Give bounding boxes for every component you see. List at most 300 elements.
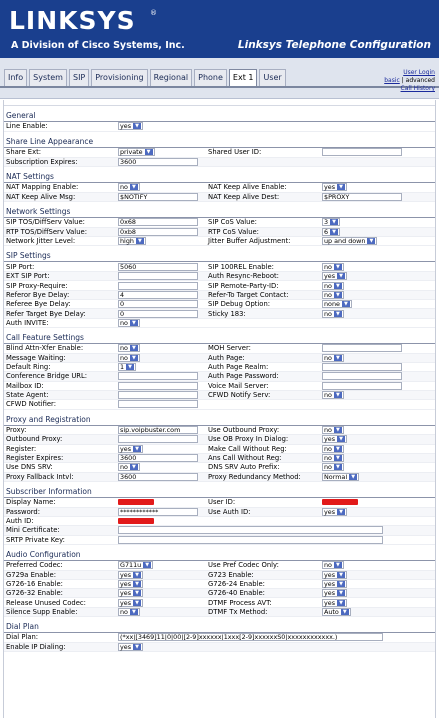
registered-mark: ®	[150, 9, 157, 17]
settings-row	[4, 633, 436, 642]
register-expires-value-cell	[116, 453, 206, 462]
state-agent-field[interactable]	[118, 391, 198, 399]
refer-to-target-contact-label: Refer-To Target Contact:	[206, 290, 320, 299]
settings-content	[3, 100, 436, 718]
g726-16-enable-select[interactable]	[118, 580, 143, 588]
basic-mode-link[interactable]: basic	[384, 77, 400, 84]
register-expires-field[interactable]: 3600	[118, 454, 198, 462]
jitter-buffer-adjustment-select-value: up and down	[324, 237, 366, 246]
silence-supp-enable-value-cell	[116, 607, 206, 616]
make-call-without-reg-select[interactable]	[322, 445, 344, 453]
message-waiting-value-cell	[116, 353, 206, 362]
share-ext-value-cell	[116, 148, 206, 157]
chevron-down-icon: ▼	[342, 301, 350, 307]
tab-sip[interactable]: SIP	[69, 69, 89, 86]
g726-40-enable-value-cell	[320, 589, 436, 598]
refer-target-bye-delay-label: Refer Target Bye Delay:	[4, 309, 116, 318]
proxy-value-cell	[116, 426, 206, 435]
rtp-cos-value-select-value: 6	[324, 227, 329, 236]
call-history-link[interactable]: Call History	[400, 85, 435, 92]
blind-attn-xfer-enable-select[interactable]	[118, 344, 140, 352]
sticky-183-select[interactable]	[322, 310, 344, 318]
mini-certificate-value-cell	[116, 526, 436, 535]
release-unused-codec-select-value: yes	[120, 598, 132, 607]
g726-16-enable-label: G726-16 Enable:	[4, 579, 116, 588]
g729a-enable-select[interactable]	[118, 571, 143, 579]
use-dns-srv-label: Use DNS SRV:	[4, 463, 116, 472]
rtp-tos-diffserv-value-label: RTP TOS/DiffServ Value:	[4, 227, 116, 236]
auth-id-value-cell	[116, 516, 206, 525]
line-enable-select-value: yes	[120, 122, 132, 131]
auth-page-value-cell	[320, 353, 436, 362]
use-ob-proxy-in-dialog-value-cell	[320, 435, 436, 444]
blind-attn-xfer-enable-select-value: no	[120, 344, 128, 353]
settings-row	[4, 309, 436, 318]
section-title-share-line-appearance: Share Line Appearance	[6, 136, 94, 146]
advanced-mode-label: advanced	[405, 77, 435, 84]
line-enable-value-cell	[116, 122, 206, 131]
use-ob-proxy-in-dialog-label: Use OB Proxy In Dialog:	[206, 435, 320, 444]
chevron-down-icon: ▼	[334, 283, 342, 289]
chevron-down-icon: ▼	[341, 609, 349, 615]
dial-plan-field[interactable]: (*xx|[3469]11|0|00|[2-9]xxxxxx|1xxx[2-9]xxxxxxS0|xxxxxxxxxxxx.)	[118, 633, 383, 641]
ans-call-without-reg-select[interactable]	[322, 454, 344, 462]
g726-24-enable-label: G726-24 Enable:	[206, 579, 320, 588]
sip-100rel-enable-select-value: no	[324, 262, 332, 271]
conference-bridge-url-label: Conference Bridge URL:	[4, 372, 116, 381]
preferred-codec-label: Preferred Codec:	[4, 561, 116, 570]
register-select[interactable]	[118, 445, 143, 453]
user-login-link[interactable]: User Login	[403, 69, 435, 76]
refer-to-target-contact-select-value: no	[324, 290, 332, 299]
moh-server-label: MOH Server:	[206, 344, 320, 353]
chevron-down-icon: ▼	[349, 474, 357, 480]
subscription-expires-field[interactable]: 3600	[118, 158, 198, 166]
release-unused-codec-select[interactable]	[118, 599, 143, 607]
use-outbound-proxy-select-value: no	[324, 425, 332, 434]
chevron-down-icon: ▼	[330, 219, 338, 225]
rtp-cos-value-select[interactable]	[322, 228, 340, 236]
chevron-down-icon: ▼	[130, 609, 138, 615]
settings-row	[4, 526, 436, 535]
settings-row	[4, 589, 436, 598]
dtmf-process-avt-label: DTMF Process AVT:	[206, 598, 320, 607]
user-id-value-cell	[320, 498, 436, 507]
preferred-codec-select-value: G711u	[120, 561, 142, 570]
line-enable-select[interactable]	[118, 122, 143, 130]
section-title-network-settings: Network Settings	[6, 206, 71, 216]
nat-keep-alive-enable-select-value: yes	[324, 183, 336, 192]
proxy-field[interactable]: sip.voipbuster.com	[118, 426, 198, 434]
rtp-cos-value-value-cell	[320, 227, 436, 236]
use-dns-srv-select-value: no	[120, 463, 128, 472]
settings-row	[4, 453, 436, 462]
sip-port-value-cell	[116, 262, 206, 271]
settings-row	[4, 607, 436, 616]
voice-mail-server-field[interactable]	[322, 382, 402, 390]
settings-table-audio-configuration	[4, 561, 436, 617]
mini-certificate-label: Mini Certificate:	[4, 526, 116, 535]
auth-id-redacted-field[interactable]	[118, 518, 154, 524]
g726-40-enable-label: G726-40 Enable:	[206, 589, 320, 598]
nat-keep-alive-msg-value-cell	[116, 192, 206, 201]
cfwd-notify-serv-select[interactable]	[322, 391, 344, 399]
empty-cell	[320, 157, 436, 166]
sip-port-label: SIP Port:	[4, 262, 116, 271]
tab-regional[interactable]: Regional	[150, 69, 193, 86]
settings-row	[4, 426, 436, 435]
cfwd-notifier-label: CFWD Notifier:	[4, 400, 116, 409]
mailbox-id-label: Mailbox ID:	[4, 381, 116, 390]
dns-srv-auto-prefix-label: DNS SRV Auto Prefix:	[206, 463, 320, 472]
settings-row	[4, 227, 436, 236]
auth-page-realm-field[interactable]	[322, 363, 402, 371]
default-ring-select[interactable]	[118, 363, 136, 371]
settings-row	[4, 516, 436, 525]
outbound-proxy-label: Outbound Proxy:	[4, 435, 116, 444]
g726-24-enable-select[interactable]	[322, 580, 347, 588]
top-links	[384, 69, 435, 93]
proxy-fallback-intvl-label: Proxy Fallback Intvl:	[4, 472, 116, 481]
refer-to-target-contact-value-cell	[320, 290, 436, 299]
referee-bye-delay-label: Referee Bye Delay:	[4, 300, 116, 309]
settings-row	[4, 372, 436, 381]
jitter-buffer-adjustment-value-cell	[320, 237, 436, 246]
outbound-proxy-field[interactable]	[118, 435, 198, 443]
sip-100rel-enable-value-cell	[320, 262, 436, 271]
section-title-sip-settings: SIP Settings	[6, 251, 51, 261]
settings-table-general	[4, 122, 436, 132]
srtp-private-key-field[interactable]	[118, 536, 383, 544]
refer-target-bye-delay-value-cell	[116, 309, 206, 318]
auth-page-password-value-cell	[320, 372, 436, 381]
nat-keep-alive-msg-field[interactable]: $NOTIFY	[118, 193, 198, 201]
empty-cell	[320, 318, 436, 327]
auth-page-password-field[interactable]	[322, 372, 402, 380]
settings-row	[4, 381, 436, 390]
settings-table-call-feature-settings	[4, 344, 436, 410]
sip-100rel-enable-select[interactable]	[322, 263, 344, 271]
auth-invite-value-cell	[116, 318, 206, 327]
settings-row	[4, 507, 436, 516]
sip-tos-diffserv-value-value-cell	[116, 218, 206, 227]
network-jitter-level-value-cell	[116, 237, 206, 246]
chevron-down-icon: ▼	[145, 149, 153, 155]
chevron-down-icon: ▼	[130, 184, 138, 190]
voice-mail-server-value-cell	[320, 381, 436, 390]
empty-cell	[320, 516, 436, 525]
nat-mapping-enable-select[interactable]	[118, 183, 140, 191]
mini-certificate-field[interactable]	[118, 526, 383, 534]
sip-cos-value-value-cell	[320, 218, 436, 227]
chevron-down-icon: ▼	[337, 600, 345, 606]
network-jitter-level-select-value: high	[120, 237, 134, 246]
voice-mail-server-label: Voice Mail Server:	[206, 381, 320, 390]
header-bar	[0, 0, 439, 58]
use-ob-proxy-in-dialog-select-value: yes	[324, 435, 336, 444]
settings-row	[4, 218, 436, 227]
section-title-dial-plan: Dial Plan	[6, 622, 39, 632]
chevron-down-icon: ▼	[136, 238, 144, 244]
sip-100rel-enable-label: SIP 100REL Enable:	[206, 262, 320, 271]
chevron-down-icon: ▼	[133, 590, 141, 596]
chevron-down-icon: ▼	[133, 123, 141, 129]
sip-remote-party-id-select[interactable]	[322, 282, 344, 290]
g723-enable-value-cell	[320, 570, 436, 579]
jitter-buffer-adjustment-label: Jitter Buffer Adjustment:	[206, 237, 320, 246]
referor-bye-delay-field[interactable]: 4	[118, 291, 198, 299]
referor-bye-delay-label: Referor Bye Delay:	[4, 290, 116, 299]
use-outbound-proxy-label: Use Outbound Proxy:	[206, 426, 320, 435]
chevron-down-icon: ▼	[334, 311, 342, 317]
empty-cell	[206, 318, 320, 327]
use-auth-id-select[interactable]	[322, 508, 347, 516]
auth-page-select-value: no	[324, 353, 332, 362]
use-pref-codec-only-label: Use Pref Codec Only:	[206, 561, 320, 570]
empty-cell	[206, 400, 320, 409]
share-ext-select-value: private	[120, 148, 143, 157]
register-value-cell	[116, 444, 206, 453]
tab-info[interactable]: Info	[4, 69, 27, 86]
dns-srv-auto-prefix-select[interactable]	[322, 463, 344, 471]
default-ring-select-value: 1	[120, 363, 125, 372]
nat-mapping-enable-value-cell	[116, 183, 206, 192]
proxy-redundancy-method-value-cell	[320, 472, 436, 481]
nat-keep-alive-enable-select[interactable]	[322, 183, 347, 191]
settings-table-dial-plan	[4, 633, 436, 652]
nat-keep-alive-dest-value-cell	[320, 192, 436, 201]
chevron-down-icon: ▼	[334, 264, 342, 270]
settings-row	[4, 363, 436, 372]
sip-debug-option-select[interactable]	[322, 300, 352, 308]
use-auth-id-label: Use Auth ID:	[206, 507, 320, 516]
settings-row	[4, 472, 436, 481]
settings-row	[4, 444, 436, 453]
sip-remote-party-id-label: SIP Remote-Party-ID:	[206, 281, 320, 290]
dtmf-process-avt-select[interactable]	[322, 599, 347, 607]
referee-bye-delay-value-cell	[116, 300, 206, 309]
moh-server-value-cell	[320, 344, 436, 353]
refer-target-bye-delay-field[interactable]: 0	[118, 310, 198, 318]
auth-page-password-label: Auth Page Password:	[206, 372, 320, 381]
use-pref-codec-only-value-cell	[320, 561, 436, 570]
proxy-fallback-intvl-field[interactable]: 3600	[118, 473, 198, 481]
auth-resync-reboot-select-value: yes	[324, 272, 336, 281]
empty-cell	[320, 642, 436, 651]
settings-row	[4, 281, 436, 290]
empty-cell	[206, 157, 320, 166]
chevron-down-icon: ▼	[337, 273, 345, 279]
chevron-down-icon: ▼	[337, 572, 345, 578]
use-outbound-proxy-select[interactable]	[322, 426, 344, 434]
sip-proxy-require-value-cell	[116, 281, 206, 290]
sip-port-field[interactable]: 5060	[118, 263, 198, 271]
network-jitter-level-select[interactable]	[118, 237, 146, 245]
chevron-down-icon: ▼	[334, 455, 342, 461]
chevron-down-icon: ▼	[334, 464, 342, 470]
auth-page-select[interactable]	[322, 354, 344, 362]
message-waiting-select-value: no	[120, 353, 128, 362]
chevron-down-icon: ▼	[334, 355, 342, 361]
sip-tos-diffserv-value-label: SIP TOS/DiffServ Value:	[4, 218, 116, 227]
nat-keep-alive-dest-field[interactable]: $PROXY	[322, 193, 402, 201]
line-enable-label: Line Enable:	[4, 122, 116, 131]
settings-row	[4, 579, 436, 588]
tab-system[interactable]: System	[29, 69, 67, 86]
app-title: Linksys Telephone Configuration	[237, 39, 431, 51]
empty-cell	[206, 516, 320, 525]
message-waiting-select[interactable]	[118, 354, 140, 362]
auth-id-label: Auth ID:	[4, 516, 116, 525]
ext-sip-port-field[interactable]	[118, 272, 198, 280]
blind-attn-xfer-enable-value-cell	[116, 344, 206, 353]
g726-32-enable-select-value: yes	[120, 589, 132, 598]
auth-invite-select-value: no	[120, 318, 128, 327]
display-name-redacted-field[interactable]	[118, 499, 154, 505]
moh-server-field[interactable]	[322, 344, 402, 352]
settings-row	[4, 390, 436, 399]
proxy-redundancy-method-select[interactable]	[322, 473, 359, 481]
cfwd-notify-serv-label: CFWD Notify Serv:	[206, 390, 320, 399]
brand-logo: LINKSYS	[9, 6, 136, 35]
auth-resync-reboot-label: Auth Resync-Reboot:	[206, 272, 320, 281]
sip-cos-value-select[interactable]	[322, 218, 340, 226]
chevron-down-icon: ▼	[334, 292, 342, 298]
chevron-down-icon: ▼	[337, 436, 345, 442]
settings-table-sip-settings	[4, 262, 436, 328]
password-field[interactable]: ************	[118, 508, 198, 516]
cfwd-notifier-field[interactable]	[118, 400, 198, 408]
settings-table-subscriber-information	[4, 498, 436, 545]
user-id-redacted-field[interactable]	[322, 499, 358, 505]
refer-to-target-contact-select[interactable]	[322, 291, 344, 299]
auth-page-label: Auth Page:	[206, 353, 320, 362]
default-ring-label: Default Ring:	[4, 363, 116, 372]
release-unused-codec-label: Release Unused Codec:	[4, 598, 116, 607]
settings-row	[4, 400, 436, 409]
brand-division: A Division of Cisco Systems, Inc.	[11, 40, 185, 51]
section-title-audio-configuration: Audio Configuration	[6, 549, 81, 559]
settings-row	[4, 570, 436, 579]
ans-call-without-reg-select-value: no	[324, 454, 332, 463]
content-top-divider	[4, 100, 435, 106]
sip-cos-value-select-value: 3	[324, 218, 329, 227]
sip-tos-diffserv-value-field[interactable]: 0x68	[118, 218, 198, 226]
conference-bridge-url-field[interactable]	[118, 372, 198, 380]
settings-row	[4, 237, 436, 246]
g723-enable-select[interactable]	[322, 571, 347, 579]
settings-table-proxy-and-registration	[4, 426, 436, 482]
mailbox-id-field[interactable]	[118, 382, 198, 390]
chevron-down-icon: ▼	[130, 345, 138, 351]
mailbox-id-value-cell	[116, 381, 206, 390]
rtp-tos-diffserv-value-value-cell	[116, 227, 206, 236]
g726-32-enable-select[interactable]	[118, 589, 143, 597]
tab-bar	[0, 58, 439, 99]
tab-user[interactable]: User	[259, 69, 285, 86]
chevron-down-icon: ▼	[337, 581, 345, 587]
register-label: Register:	[4, 444, 116, 453]
use-ob-proxy-in-dialog-select[interactable]	[322, 435, 347, 443]
g726-40-enable-select-value: yes	[324, 589, 336, 598]
auth-invite-select[interactable]	[118, 319, 140, 327]
srtp-private-key-label: SRTP Private Key:	[4, 535, 116, 544]
settings-row	[4, 535, 436, 544]
tab-phone[interactable]: Phone	[194, 69, 227, 86]
enable-ip-dialing-select-value: yes	[120, 643, 132, 652]
jitter-buffer-adjustment-select[interactable]	[322, 237, 377, 245]
make-call-without-reg-value-cell	[320, 444, 436, 453]
g726-32-enable-value-cell	[116, 589, 206, 598]
g726-16-enable-select-value: yes	[120, 580, 132, 589]
tab-ext-1[interactable]: Ext 1	[229, 69, 258, 86]
proxy-label: Proxy:	[4, 426, 116, 435]
use-dns-srv-select[interactable]	[118, 463, 140, 471]
dtmf-tx-method-select[interactable]	[322, 608, 351, 616]
g726-40-enable-select[interactable]	[322, 589, 347, 597]
settings-row	[4, 561, 436, 570]
use-pref-codec-only-select[interactable]	[322, 561, 344, 569]
chevron-down-icon: ▼	[133, 446, 141, 452]
chevron-down-icon: ▼	[133, 600, 141, 606]
srtp-private-key-value-cell	[116, 535, 436, 544]
password-value-cell	[116, 507, 206, 516]
sip-cos-value-label: SIP CoS Value:	[206, 218, 320, 227]
ans-call-without-reg-value-cell	[320, 453, 436, 462]
section-title-nat-settings: NAT Settings	[6, 171, 54, 181]
dns-srv-auto-prefix-value-cell	[320, 463, 436, 472]
sip-debug-option-select-value: none	[324, 300, 340, 309]
nat-keep-alive-dest-label: NAT Keep Alive Dest:	[206, 192, 320, 201]
silence-supp-enable-select[interactable]	[118, 608, 140, 616]
chevron-down-icon: ▼	[133, 581, 141, 587]
sip-proxy-require-field[interactable]	[118, 282, 198, 290]
auth-resync-reboot-select[interactable]	[322, 272, 347, 280]
tab-underline	[0, 86, 439, 88]
sip-debug-option-label: SIP Debug Option:	[206, 300, 320, 309]
section-title-general: General	[6, 111, 36, 120]
settings-row	[4, 157, 436, 166]
blind-attn-xfer-enable-label: Blind Attn-Xfer Enable:	[4, 344, 116, 353]
share-ext-select[interactable]	[118, 148, 155, 156]
state-agent-label: State Agent:	[4, 390, 116, 399]
cfwd-notify-serv-value-cell	[320, 390, 436, 399]
sip-debug-option-value-cell	[320, 300, 436, 309]
settings-row	[4, 318, 436, 327]
section-title-call-feature-settings: Call Feature Settings	[6, 332, 84, 342]
g729a-enable-label: G729a Enable:	[4, 570, 116, 579]
display-name-value-cell	[116, 498, 206, 507]
settings-row	[4, 192, 436, 201]
preferred-codec-select[interactable]	[118, 561, 153, 569]
referee-bye-delay-field[interactable]: 0	[118, 300, 198, 308]
dns-srv-auto-prefix-select-value: no	[324, 463, 332, 472]
settings-table-share-line-appearance	[4, 148, 436, 167]
auth-page-realm-label: Auth Page Realm:	[206, 363, 320, 372]
tab-provisioning[interactable]: Provisioning	[91, 69, 147, 86]
subscription-expires-value-cell	[116, 157, 206, 166]
dtmf-process-avt-value-cell	[320, 598, 436, 607]
shared-user-id-field[interactable]	[322, 148, 402, 156]
g729a-enable-select-value: yes	[120, 570, 132, 579]
settings-table-network-settings	[4, 218, 436, 246]
settings-row	[4, 463, 436, 472]
enable-ip-dialing-select[interactable]	[118, 643, 143, 651]
rtp-tos-diffserv-value-field[interactable]: 0xb8	[118, 228, 198, 236]
settings-row	[4, 498, 436, 507]
ext-sip-port-value-cell	[116, 272, 206, 281]
settings-row	[4, 344, 436, 353]
